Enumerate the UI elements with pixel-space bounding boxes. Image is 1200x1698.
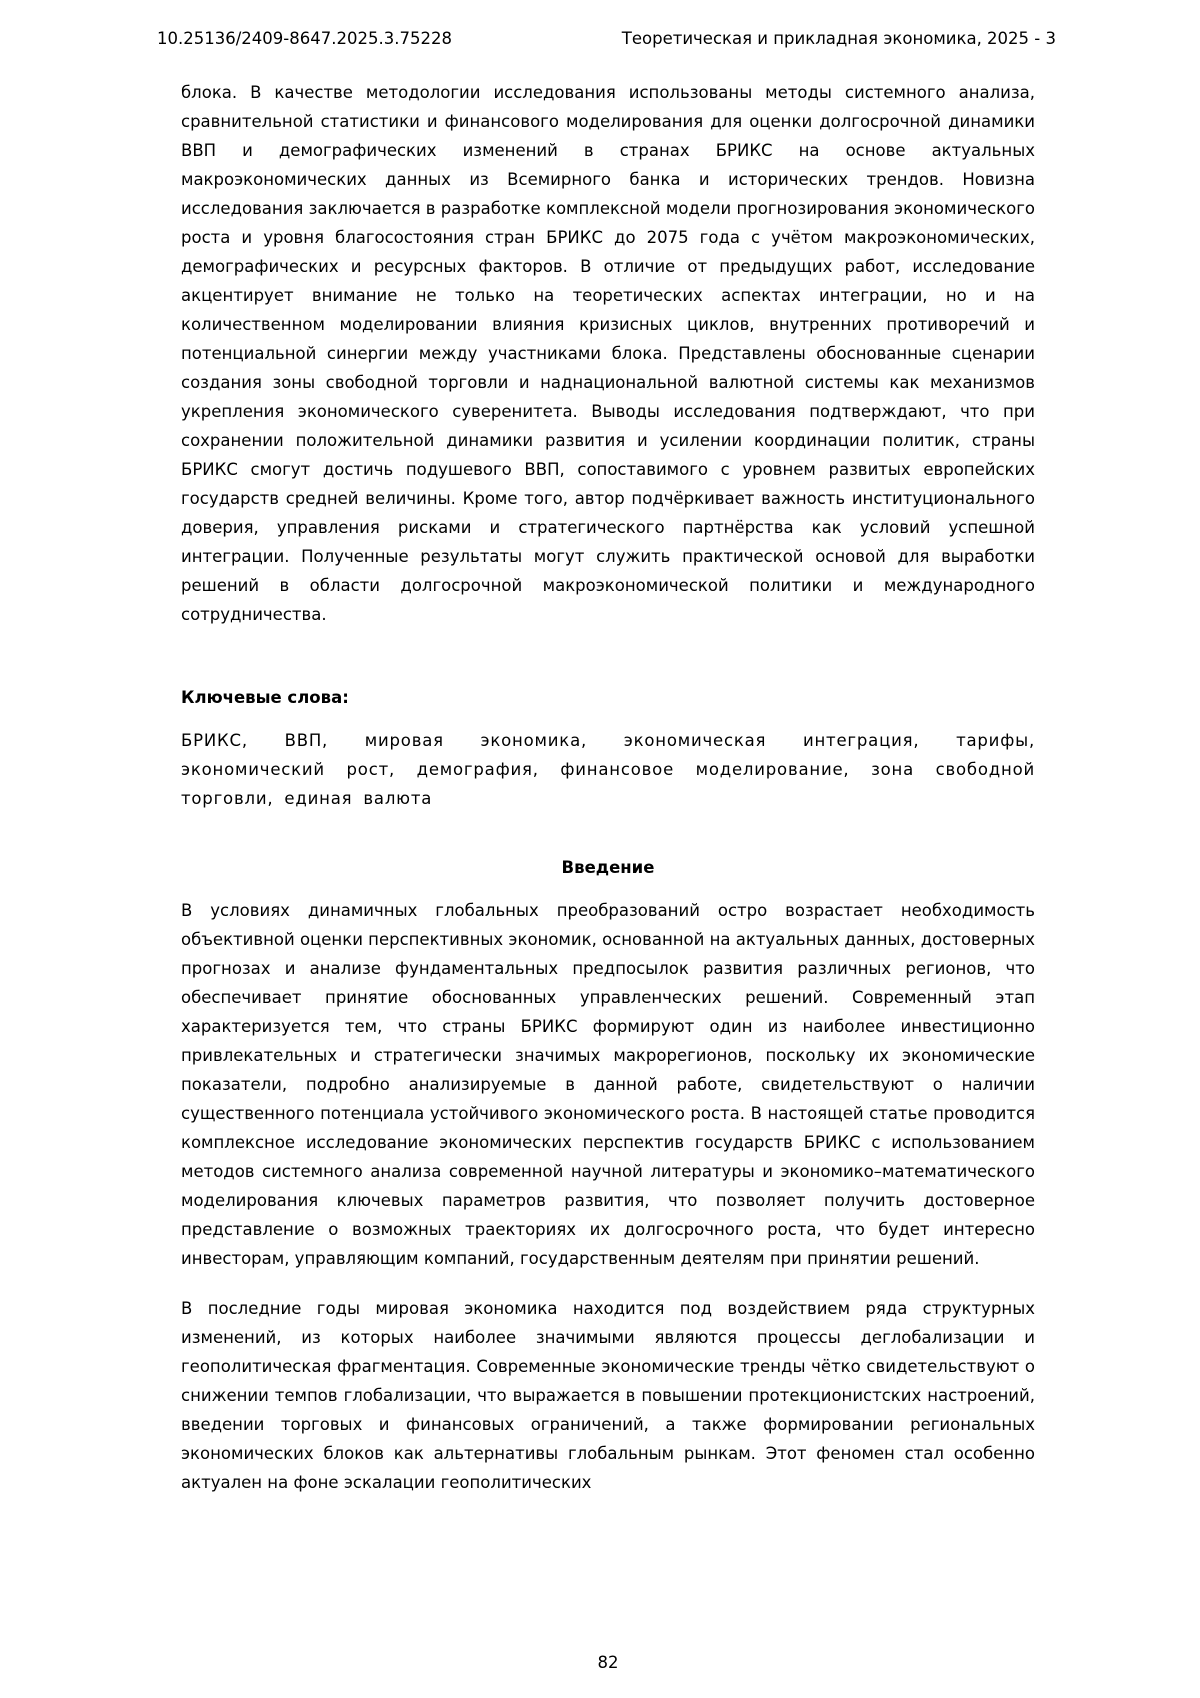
keywords-text: БРИКС, ВВП, мировая экономика, экономическая интеграция, тарифы, экономический рост, демография, финансовое моделирование, зона свободной торговли, единая валюта [181, 731, 1035, 808]
keywords-label: Ключевые слова: [181, 688, 349, 707]
page-footer [181, 1653, 1035, 1672]
journal-title: Теоретическая и прикладная экономика, 2025 - 3 [621, 29, 1056, 48]
introduction-paragraph-1: В условиях динамичных глобальных преобразований остро возрастает необходимость объективной оценки перспективных экономик, основанной на актуальных данных, достоверных прогнозах и анализе фундаментальных предпосылок развития различных регионов, что обеспечивает принятие обоснованных управленческих решений. Современный этап характеризуется тем, что страны БРИКС формируют один из наиболее инвестиционно привлекательных и стратегически значимых макрорегионов, поскольку их экономические показатели, подробно анализируемые в данной работе, свидетельствуют о наличии существенного потенциала устойчивого экономического роста. В настоящей статье проводится комплексное исследование экономических перспектив государств БРИКС с использованием методов системного анализа современной научной литературы и экономико–математического моделирования ключевых параметров развития, что позволяет получить достоверное представление о возможных траекториях их долгосрочного роста, что будет интересно инвесторам, управляющим компаний, государственным деятелям при принятии решений. [181, 901, 1035, 1268]
introduction-heading: Введение [561, 858, 655, 877]
page-content [181, 78, 1035, 1497]
page-number: 82 [597, 1653, 619, 1672]
introduction-paragraph-2: В последние годы мировая экономика находится под воздействием ряда структурных изменений, из которых наиболее значимыми являются процессы деглобализации и геополитическая фрагментация. Современные экономические тренды чётко свидетельствуют о снижении темпов глобализации, что выражается в повышении протекционистских настроений, введении торговых и финансовых ограничений, а также формировании региональных экономических блоков как альтернативы глобальным рынкам. Этот феномен стал особенно актуален на фоне эскалации геополитических [181, 1299, 1035, 1492]
abstract-paragraph: блока. В качестве методологии исследования использованы методы системного анализа, сравнительной статистики и финансового моделирования для оценки долгосрочной динамики ВВП и демографических изменений в странах БРИКС на основе актуальных макроэкономических данных из Всемирного банка и исторических трендов. Новизна исследования заключается в разработке комплексной модели прогнозирования экономического роста и уровня благосостояния стран БРИКС до 2075 года с учётом макроэкономических, демографических и ресурсных факторов. В отличие от предыдущих работ, исследование акцентирует внимание не только на теоретических аспектах интеграции, но и на количественном моделировании влияния кризисных циклов, внутренних противоречий и потенциальной синергии между участниками блока. Представлены обоснованные сценарии создания зоны свободной торговли и наднациональной валютной системы как механизмов укрепления экономического суверенитета. Выводы исследования подтверждают, что при сохранении положительной динамики развития и усилении координации политик, страны БРИКС смогут достичь подушевого ВВП, сопоставимого с уровнем развитых европейских государств средней величины. Кроме того, автор подчёркивает важность институционального доверия, управления рисками и стратегического партнёрства как условий успешной интеграции. Полученные результаты могут служить практической основой для выработки решений в области долгосрочной макроэкономической политики и международного сотрудничества. [181, 83, 1035, 624]
page-header [157, 28, 1056, 50]
doi-text: 10.25136/2409-8647.2025.3.75228 [157, 29, 452, 48]
